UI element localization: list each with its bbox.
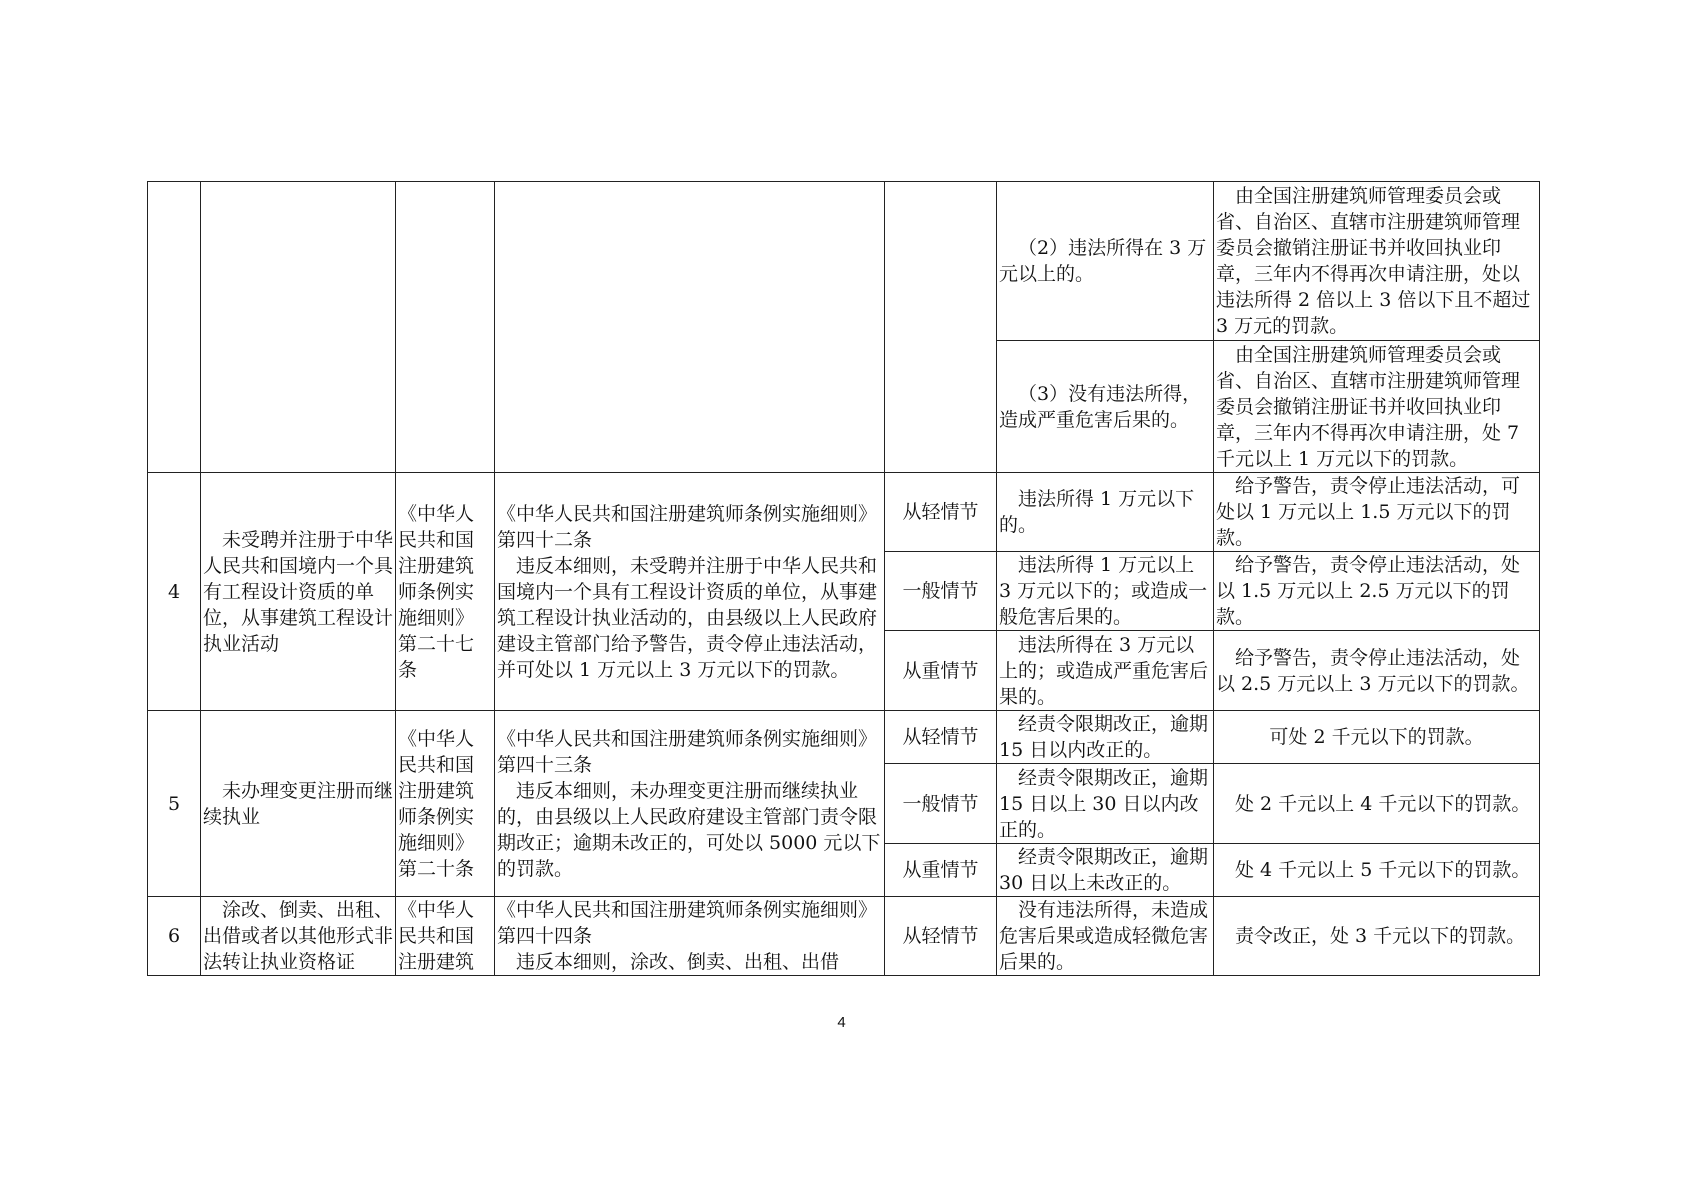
- result-cell: 给予警告，责令停止违法活动，可处以 1 万元以上 1.5 万元以下的罚款。: [1214, 473, 1540, 552]
- table-row: [148, 711, 1540, 764]
- clause-body: 违反本细则，涂改、倒卖、出租、出借: [516, 951, 840, 973]
- level-cell: 从轻情节: [885, 711, 997, 764]
- level-cell: 从轻情节: [885, 473, 997, 552]
- condition-cell: 经责令限期改正，逾期 30 日以上未改正的。: [997, 844, 1214, 897]
- behavior-cell: 未办理变更注册而继续执业: [201, 711, 396, 897]
- basis-cell: [396, 182, 495, 473]
- page-number: 4: [837, 1014, 846, 1031]
- behavior-cell: 未受聘并注册于中华人民共和国境内一个具有工程设计资质的单位，从事建筑工程设计执业活动: [201, 473, 396, 711]
- clause-cell: [495, 473, 885, 711]
- basis-cell: 《中华人民共和国注册建筑师条例实施细则》第二十条: [396, 711, 495, 897]
- behavior-cell: [201, 182, 396, 473]
- number-cell: 5: [148, 711, 201, 897]
- number-cell: [148, 182, 201, 473]
- result-cell: 由全国注册建筑师管理委员会或省、自治区、直辖市注册建筑师管理委员会撤销注册证书并收回执业印章，三年内不得再次申请注册，处以违法所得 2 倍以上 3 倍以下且不超过 3 万元的罚款。: [1214, 182, 1540, 341]
- basis-cell: 《中华人民共和国注册建筑师条例实施细则》第二十七条: [396, 473, 495, 711]
- number-cell: 4: [148, 473, 201, 711]
- result-cell: 由全国注册建筑师管理委员会或省、自治区、直辖市注册建筑师管理委员会撤销注册证书并收回执业印章，三年内不得再次申请注册，处 7 千元以上 1 万元以下的罚款。: [1214, 341, 1540, 473]
- result-cell: 给予警告，责令停止违法活动，处以 2.5 万元以上 3 万元以下的罚款。: [1214, 631, 1540, 711]
- clause-title: 《中华人民共和国注册建筑师条例实施细则》第四十二条: [497, 502, 878, 551]
- condition-cell: 经责令限期改正，逾期 15 日以上 30 日以内改正的。: [997, 764, 1214, 844]
- behavior-cell: 涂改、倒卖、出租、出借或者以其他形式非法转让执业资格证: [201, 897, 396, 976]
- clause-title: 《中华人民共和国注册建筑师条例实施细则》第四十三条: [497, 727, 878, 776]
- penalty-table: [147, 181, 1540, 976]
- result-cell: 处 4 千元以上 5 千元以下的罚款。: [1214, 844, 1540, 897]
- condition-cell: （3）没有违法所得，造成严重危害后果的。: [997, 341, 1214, 473]
- condition-cell: 违法所得 1 万元以下的。: [997, 473, 1214, 552]
- level-cell: 一般情节: [885, 764, 997, 844]
- result-cell: 给予警告，责令停止违法活动，处以 1.5 万元以上 2.5 万元以下的罚款。: [1214, 552, 1540, 631]
- number-cell: 6: [148, 897, 201, 976]
- result-cell: 责令改正，处 3 千元以下的罚款。: [1214, 897, 1540, 976]
- level-cell: [885, 182, 997, 473]
- condition-cell: 违法所得 1 万元以上 3 万元以下的；或造成一般危害后果的。: [997, 552, 1214, 631]
- condition-cell: 经责令限期改正，逾期 15 日以内改正的。: [997, 711, 1214, 764]
- clause-body: 违反本细则，未办理变更注册而继续执业的，由县级以上人民政府建设主管部门责令限期改正；逾期未改正的，可处以 5000 元以下的罚款。: [497, 779, 881, 880]
- level-cell: 一般情节: [885, 552, 997, 631]
- level-cell: 从轻情节: [885, 897, 997, 976]
- clause-cell: [495, 711, 885, 897]
- clause-title: 《中华人民共和国注册建筑师条例实施细则》第四十四条: [497, 899, 878, 947]
- condition-cell: 违法所得在 3 万元以上的；或造成严重危害后果的。: [997, 631, 1214, 711]
- condition-cell: （2）违法所得在 3 万元以上的。: [997, 182, 1214, 341]
- table-row: [148, 897, 1540, 976]
- clause-cell: [495, 897, 885, 976]
- table-row: [148, 182, 1540, 341]
- result-cell: 可处 2 千元以下的罚款。: [1214, 711, 1540, 764]
- condition-cell: 没有违法所得，未造成危害后果或造成轻微危害后果的。: [997, 897, 1214, 976]
- level-cell: 从重情节: [885, 844, 997, 897]
- result-cell: 处 2 千元以上 4 千元以下的罚款。: [1214, 764, 1540, 844]
- clause-cell: [495, 182, 885, 473]
- basis-cell: 《中华人民共和国注册建筑: [396, 897, 495, 976]
- level-cell: 从重情节: [885, 631, 997, 711]
- clause-body: 违反本细则，未受聘并注册于中华人民共和国境内一个具有工程设计资质的单位，从事建筑工程设计执业活动的，由县级以上人民政府建设主管部门给予警告，责令停止违法活动，并可处以 1 万元以上 3 万元以下的罚款。: [497, 554, 878, 681]
- table-row: [148, 473, 1540, 552]
